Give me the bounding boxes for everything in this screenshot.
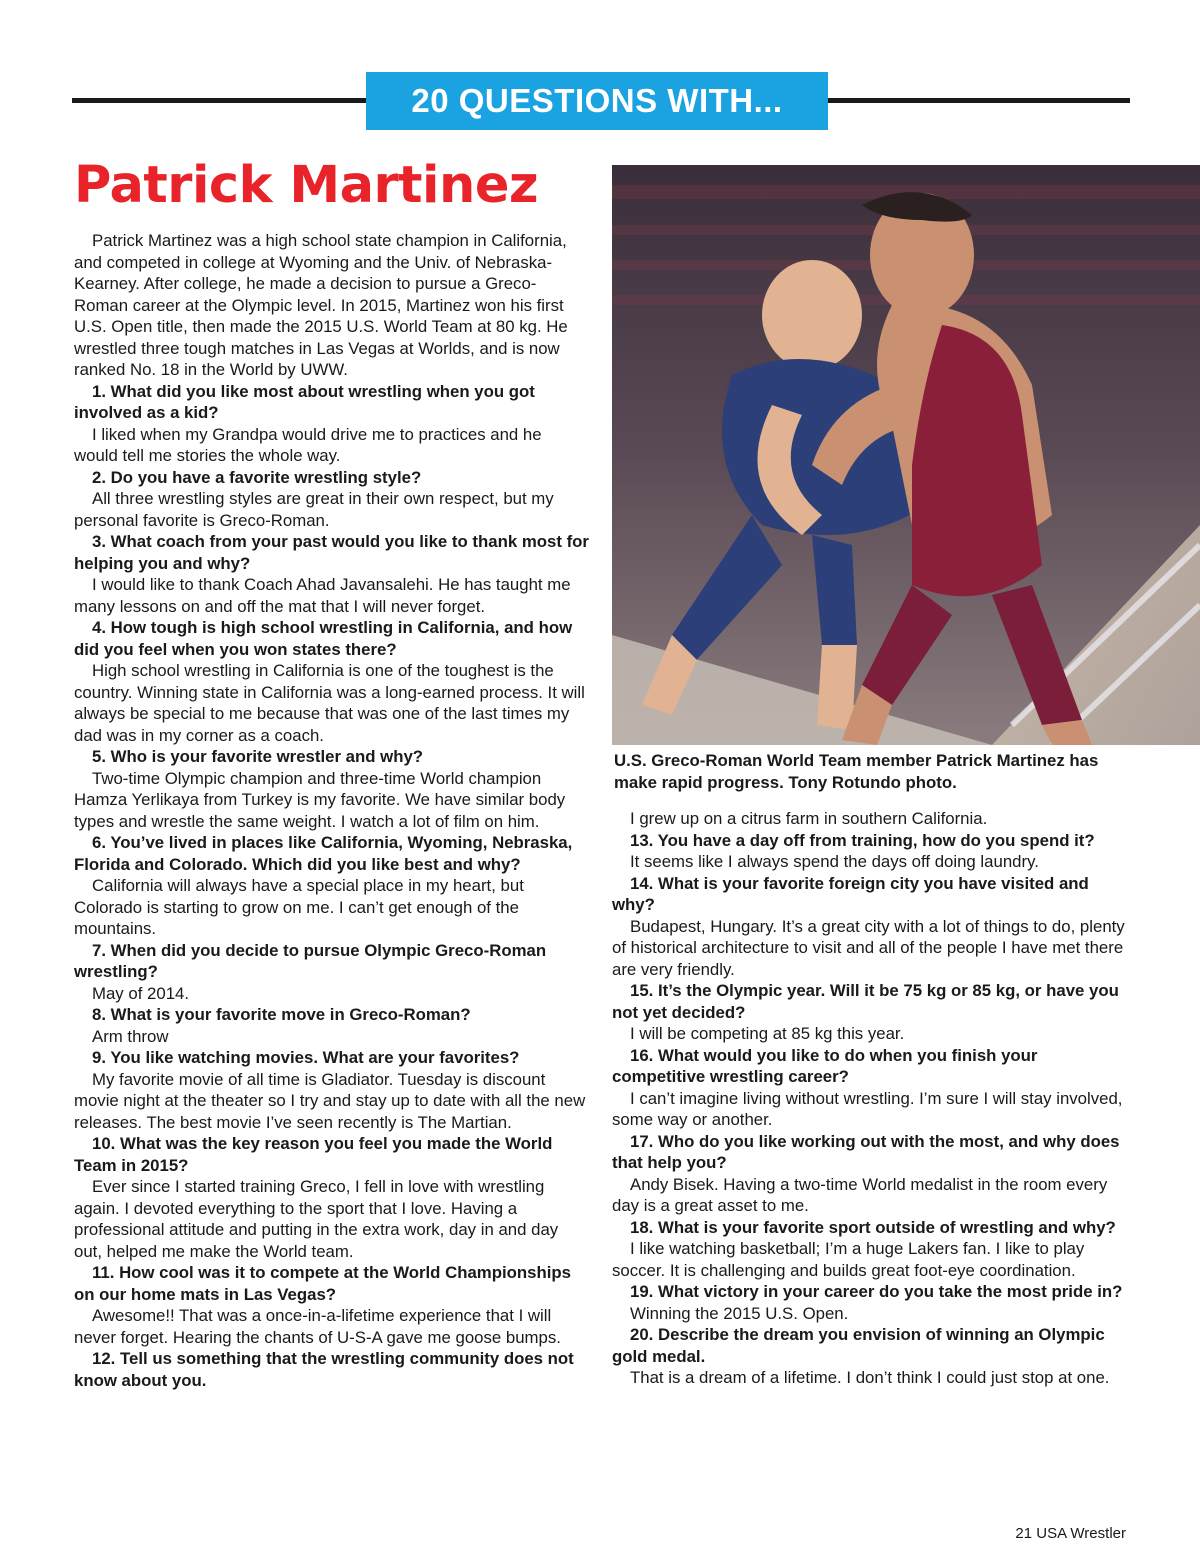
answer-text: Arm throw <box>92 1026 169 1046</box>
answer-text: I can’t imagine living without wrestling. I’m sure I will stay involved, some way or another. <box>612 1088 1123 1129</box>
answer-text: Winning the 2015 U.S. Open. <box>630 1303 849 1323</box>
question-text: 16. What would you like to do when you finish your competitive wrestling career? <box>612 1045 1038 1086</box>
question-text: 6. You’ve lived in places like California, Wyoming, Nebraska, Florida and Colorado. Which did you like best and why? <box>74 833 573 874</box>
question-text: 19. What victory in your career do you take the most pride in? <box>630 1282 1123 1301</box>
left-column <box>74 230 590 1391</box>
photo-caption: U.S. Greco-Roman World Team member Patrick Martinez has make rapid progress. Tony Rotundo photo. <box>614 751 1099 792</box>
answer-text: That is a dream of a lifetime. I don’t think I could just stop at one. <box>630 1368 1110 1387</box>
question-text: 10. What was the key reason you feel you made the World Team in 2015? <box>74 1134 553 1175</box>
question-text: 9. You like watching movies. What are your favorites? <box>92 1048 520 1067</box>
question-text: 13. You have a day off from training, how do you spend it? <box>630 830 1095 850</box>
question-text: 12. Tell us something that the wrestling community does not know about you. <box>74 1349 574 1390</box>
header-rule-right <box>828 98 1130 103</box>
answer-text: I liked when my Grandpa would drive me to practices and he would tell me stories the whole way. <box>74 424 542 465</box>
question-text: 8. What is your favorite move in Greco-Roman? <box>92 1005 471 1024</box>
answer-text: Patrick Martinez was a high school state champion in California, and competed in college at Wyoming and the Univ. of Nebraska-Kearney. After college, he made a decision to pursue a Greco-Roman career at the Olympic level. In 2015, Martinez won his first U.S. Open title, then made the 2015 U.S. World Team at 80 kg. He wrestled three tough matches in Las Vegas at Worlds, and is now ranked No. 18 in the World by UWW. <box>74 231 568 379</box>
answer-text: May of 2014. <box>92 983 190 1003</box>
photo-illustration <box>612 165 1200 745</box>
question-text: 11. How cool was it to compete at the World Championships on our home mats in Las Vegas? <box>74 1263 571 1304</box>
question-text: 3. What coach from your past would you like to thank most for helping you and why? <box>74 532 589 573</box>
answer-text: Budapest, Hungary. It’s a great city with a lot of things to do, plenty of historical architecture to visit and all of the people I have met there are very friendly. <box>612 916 1125 979</box>
question-text: 18. What is your favorite sport outside of wrestling and why? <box>630 1217 1116 1237</box>
answer-text: I would like to thank Coach Ahad Javansalehi. He has taught me many lessons on and off the mat that I will never forget. <box>74 575 571 616</box>
question-text: 5. Who is your favorite wrestler and why? <box>92 747 424 766</box>
answer-text: Awesome!! That was a once-in-a-lifetime experience that I will never forget. Hearing the chants of U-S-A gave me goose bumps. <box>74 1306 561 1347</box>
answer-text: All three wrestling styles are great in their own respect, but my personal favorite is Greco-Roman. <box>74 489 554 530</box>
question-text: 7. When did you decide to pursue Olympic Greco-Roman wrestling? <box>74 940 547 981</box>
question-text: 1. What did you like most about wrestling when you got involved as a kid? <box>74 381 535 422</box>
header-rule-left <box>72 98 370 103</box>
answer-text: I like watching basketball; I’m a huge Lakers fan. I like to play soccer. It is challenging and builds great foot-eye coordination. <box>612 1239 1085 1280</box>
answer-text: Ever since I started training Greco, I fell in love with wrestling again. I devoted everything to the sport that I love. Having a professional attitude and putting in the extra work, day in and day out, helped me make the World team. <box>74 1177 559 1261</box>
section-banner: 20 QUESTIONS WITH... <box>366 72 828 130</box>
question-text: 4. How tough is high school wrestling in California, and how did you feel when you won states there? <box>74 618 573 659</box>
question-text: 14. What is your favorite foreign city you have visited and why? <box>612 873 1089 914</box>
question-text: 17. Who do you like working out with the most, and why does that help you? <box>612 1131 1120 1172</box>
answer-text: I will be competing at 85 kg this year. <box>630 1024 905 1043</box>
question-text: 15. It’s the Olympic year. Will it be 75 kg or 85 kg, or have you not yet decided? <box>612 981 1119 1022</box>
answer-text: High school wrestling in California is one of the toughest is the country. Winning state in California was a long-earned process. It will always be special to me because that was one of the last times my dad was in my corner as a coach. <box>74 661 585 745</box>
answer-text: Andy Bisek. Having a two-time World medalist in the room every day is a great asset to me. <box>612 1174 1108 1215</box>
question-text: 2. Do you have a favorite wrestling style? <box>92 467 422 487</box>
wrestling-photo <box>612 165 1200 745</box>
answer-text: California will always have a special place in my heart, but Colorado is starting to grow on me. I can’t get enough of the mountains. <box>74 876 524 938</box>
answer-text: My favorite movie of all time is Gladiator. Tuesday is discount movie night at the theater so I try and stay up to date with all the new releases. The best movie I’ve seen recently is The Martian. <box>74 1069 586 1132</box>
article-title: Patrick Martinez <box>74 156 539 215</box>
answer-text: It seems like I always spend the days off doing laundry. <box>630 852 1039 871</box>
answer-text: I grew up on a citrus farm in southern California. <box>630 809 988 828</box>
page-footer: 21 USA Wrestler <box>1015 1525 1126 1542</box>
question-text: 20. Describe the dream you envision of winning an Olympic gold medal. <box>612 1325 1105 1366</box>
answer-text: Two-time Olympic champion and three-time World champion Hamza Yerlikaya from Turkey is my favorite. We have similar body types and wrestle the same weight. I watch a lot of film on him. <box>74 768 566 831</box>
right-column <box>612 808 1128 1389</box>
